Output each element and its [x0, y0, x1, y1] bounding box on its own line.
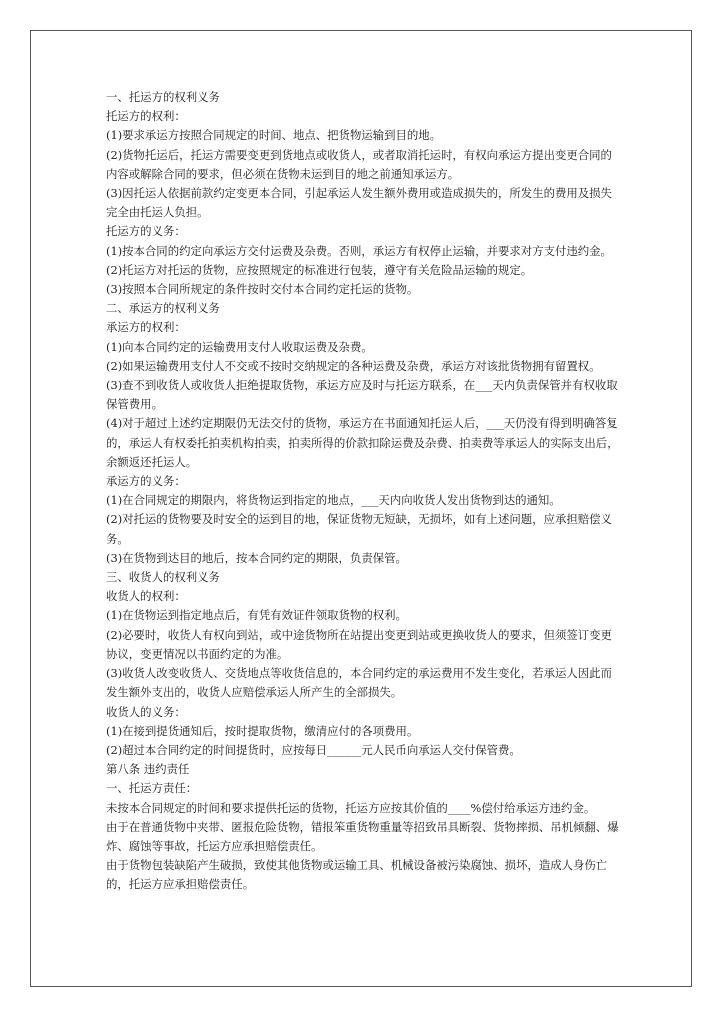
- subheading-consignee-rights: 收货人的权利：: [106, 589, 186, 604]
- paragraph: (2)如果运输费用支付人不交或不按时交纳规定的各种运费及杂费，承运方对该批货物拥有留置权。: [106, 358, 601, 373]
- paragraph: (3)按照本合同所规定的条件按时交付本合同约定托运的货物。: [106, 282, 419, 297]
- section-heading-consignee: 三、收货人的权利义务: [106, 570, 220, 585]
- paragraph: (3)在货物到达目的地后，按本合同约定的期限，负责保管。: [106, 550, 407, 565]
- paragraph: 由于在普通货物中夹带、匿报危险货物，错报笨重货物重量等招致吊具断裂、货物摔损、吊机倾翻、爆炸、腐蚀等事故，托运方应承担赔偿责任。: [106, 819, 619, 853]
- paragraph: (1)在合同规定的期限内，将货物运到指定的地点，___天内向收货人发出货物到达的通知。: [106, 493, 561, 508]
- paragraph: (4)对于超过上述约定期限仍无法交付的货物，承运方在书面通知托运人后，___天仍没有得到明确答复的，承运人有权委托拍卖机构拍卖，拍卖所得的价款扣除运费及杂费、拍卖费等承运人的实际支出后，余额返还托运人。: [106, 416, 619, 469]
- paragraph: (3)因托运人依据前款约定变更本合同，引起承运人发生额外费用或造成损失的，所发生的费用及损失完全由托运人负担。: [106, 186, 612, 220]
- paragraph: (1)向本合同约定的运输费用支付人收取运费及杂费。: [106, 339, 373, 354]
- paragraph: (3)收货人改变收货人、交货地点等收货信息的，本合同约定的承运费用不发生变化，若承运人因此而发生额外支出的，收货人应赔偿承运人所产生的全部损失。: [106, 666, 612, 700]
- section-heading-shipper: 一、托运方的权利义务: [106, 90, 220, 104]
- paragraph: 未按本合同规定的时间和要求提供托运的货物，托运方应按其价值的____%偿付给承运方违约金。: [106, 800, 596, 815]
- paragraph: (1)按本合同的约定向承运方交付运费及杂费。否则，承运方有权停止运输，并要求对方支付违约金。: [106, 243, 612, 258]
- subheading-carrier-rights: 承运方的权利：: [106, 320, 186, 335]
- paragraph: (2)托运方对托运的货物，应按照规定的标准进行包装，遵守有关危险品运输的规定。: [106, 262, 533, 277]
- paragraph: (1)要求承运方按照合同规定的时间、地点、把货物运输到目的地。: [106, 128, 442, 143]
- subheading-carrier-obligations: 承运方的义务：: [106, 474, 186, 489]
- paragraph: (2)必要时，收货人有权向到站，或中途货物所在站提出变更到站或更换收货人的要求，但须签订变更协议，变更情况以书面约定的为准。: [106, 627, 612, 661]
- paragraph: (1)在货物运到指定地点后，有凭有效证件领取货物的权利。: [106, 608, 407, 623]
- paragraph: (3)查不到收货人或收货人拒绝提取货物，承运方应及时与托运方联系，在___天内负责保管并有权收取保管费用。: [106, 378, 618, 412]
- document-body: [106, 88, 621, 895]
- article-heading: 第八条 违约责任: [106, 762, 190, 777]
- paragraph: 由于货物包装缺陷产生破损，致使其他货物或运输工具、机械设备被污染腐蚀、损坏，造成人身伤亡的，托运方应承担赔偿责任。: [106, 858, 608, 892]
- section-heading-carrier: 二、承运方的权利义务: [106, 301, 220, 316]
- paragraph: (2)货物托运后，托运方需要变更到货地点或收货人，或者取消托运时，有权向承运方提出变更合同的内容或解除合同的要求，但必须在货物未运到目的地之前通知承运方。: [106, 147, 612, 181]
- paragraph: (2)对托运的货物要及时安全的运到目的地，保证货物无短缺，无损坏，如有上述问题，应承担赔偿义务。: [106, 512, 612, 546]
- subheading-shipper-liability: 一、托运方责任：: [106, 781, 198, 796]
- paragraph: (1)在接到提货通知后，按时提取货物，缴清应付的各项费用。: [106, 723, 419, 738]
- subheading-consignee-obligations: 收货人的义务：: [106, 704, 186, 719]
- paragraph: (2)超过本合同约定的时间提货时，应按每日______元人民币向承运人交付保管费。: [106, 742, 521, 757]
- subheading-shipper-rights: 托运方的权利：: [106, 109, 186, 124]
- subheading-shipper-obligations: 托运方的义务：: [106, 224, 186, 239]
